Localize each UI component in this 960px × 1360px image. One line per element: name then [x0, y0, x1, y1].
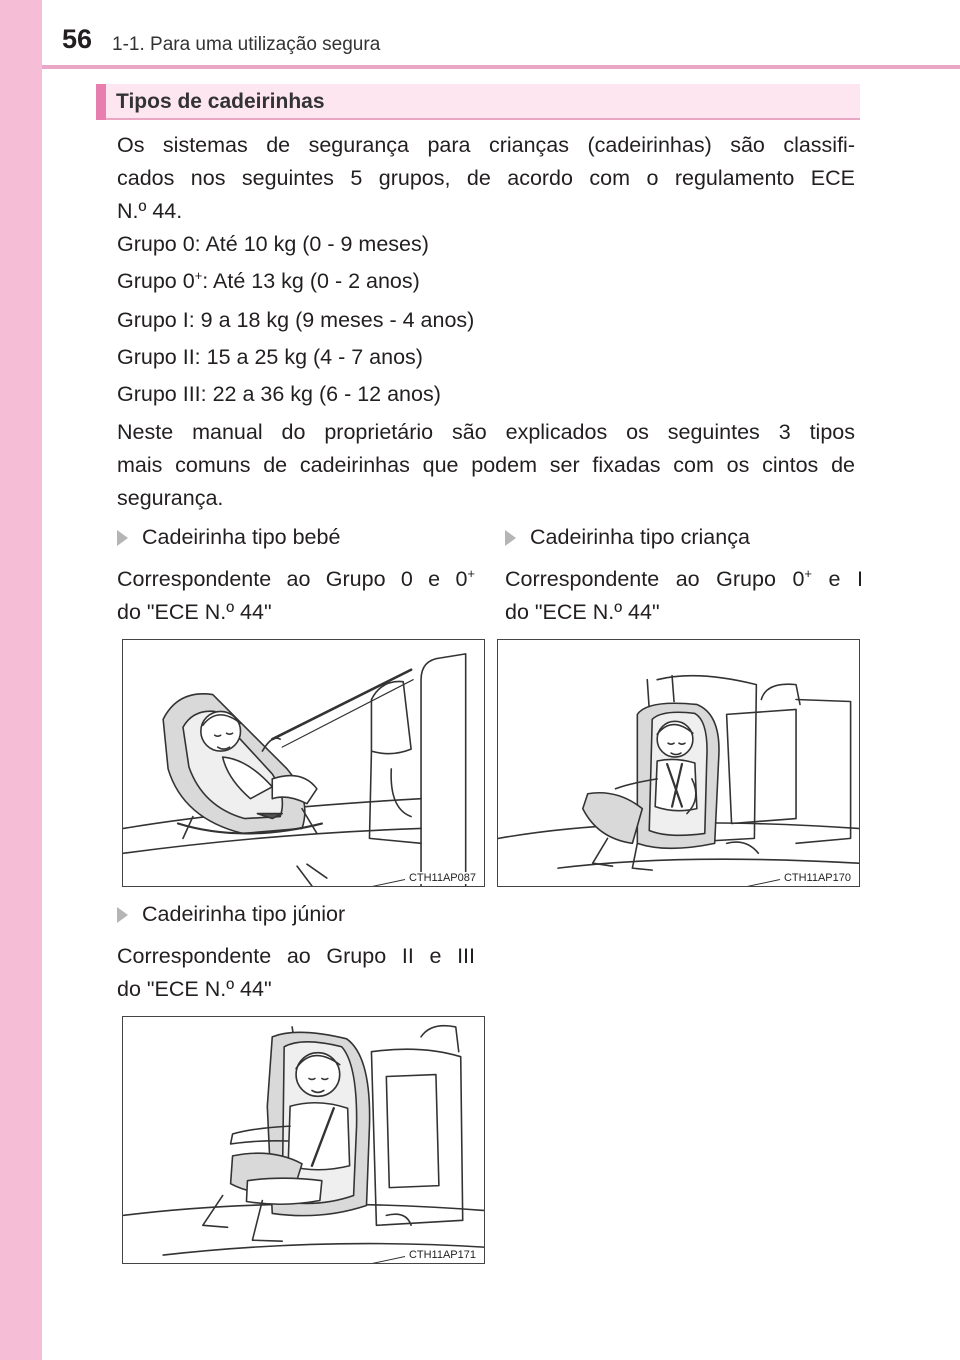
junior-seat-illustration	[122, 1016, 485, 1264]
child-seat-drawing	[498, 640, 859, 886]
child-seat-heading-text: Cadeirinha tipo criança	[530, 525, 750, 549]
child-seat-heading	[505, 522, 750, 552]
child-seat-description	[505, 563, 863, 629]
figure-code: CTH11AP171	[405, 1249, 476, 1261]
triangle-bullet-icon	[117, 530, 128, 546]
child-seat-illustration	[497, 639, 860, 887]
section-title: Tipos de cadeirinhas	[116, 90, 325, 113]
group-1: Grupo I: 9 a 18 kg (9 meses - 4 anos)	[117, 308, 475, 332]
child-seat-desc-sup: +	[804, 566, 812, 581]
junior-seat-heading	[117, 899, 345, 929]
figure-code: CTH11AP087	[405, 872, 476, 884]
group-0-plus	[117, 265, 855, 298]
triangle-bullet-icon	[117, 907, 128, 923]
manual-line-2: mais comuns de cadeirinhas que podem ser fixadas com os cintos de	[117, 453, 855, 477]
side-color-bar	[0, 0, 42, 1360]
header-rule	[42, 65, 960, 69]
manual-paragraph	[117, 416, 855, 515]
infant-seat-heading	[117, 522, 340, 552]
running-head: 1-1. Para uma utilização segura	[112, 34, 381, 55]
infant-seat-heading-text: Cadeirinha tipo bebé	[142, 525, 341, 549]
infant-seat-desc-b: do "ECE N.º 44"	[117, 600, 272, 624]
infant-seat-description	[117, 563, 475, 629]
intro-line-3: N.º 44.	[117, 199, 183, 223]
group-0: Grupo 0: Até 10 kg (0 - 9 meses)	[117, 232, 429, 256]
group-2: Grupo II: 15 a 25 kg (4 - 7 anos)	[117, 345, 423, 369]
manual-line-1: Neste manual do proprietário são explicados os seguintes 3 tipos	[117, 420, 855, 444]
intro-paragraph	[117, 129, 855, 228]
infant-seat-drawing	[123, 640, 484, 886]
junior-seat-desc-b: do "ECE N.º 44"	[117, 977, 272, 1001]
group-3: Grupo III: 22 a 36 kg (6 - 12 anos)	[117, 382, 441, 406]
group-0-plus-range: : Até 13 kg (0 - 2 anos)	[202, 269, 420, 293]
section-mark	[96, 84, 106, 120]
child-seat-desc-mid: e I	[812, 567, 863, 591]
junior-seat-drawing	[123, 1017, 484, 1263]
infant-seat-desc-a: Correspondente ao Grupo 0 e 0	[117, 567, 468, 591]
manual-line-3: segurança.	[117, 486, 224, 510]
group-0-plus-sup: +	[194, 268, 203, 283]
child-seat-desc-b: do "ECE N.º 44"	[505, 600, 660, 624]
group-0-plus-label: Grupo 0	[117, 269, 195, 293]
section-header	[96, 84, 860, 120]
junior-seat-description	[117, 940, 475, 1006]
figure-code: CTH11AP170	[780, 872, 851, 884]
infant-seat-illustration	[122, 639, 485, 887]
child-seat-desc-a: Correspondente ao Grupo 0	[505, 567, 805, 591]
page-number: 56	[62, 24, 93, 54]
infant-seat-desc-sup: +	[467, 566, 475, 581]
intro-line-1: Os sistemas de segurança para crianças (cadeirinhas) são classifi-	[117, 133, 855, 157]
triangle-bullet-icon	[505, 530, 516, 546]
junior-seat-desc-a: Correspondente ao Grupo II e III	[117, 944, 475, 968]
intro-line-2: cados nos seguintes 5 grupos, de acordo com o regulamento ECE	[117, 166, 855, 190]
junior-seat-heading-text: Cadeirinha tipo júnior	[142, 902, 346, 926]
